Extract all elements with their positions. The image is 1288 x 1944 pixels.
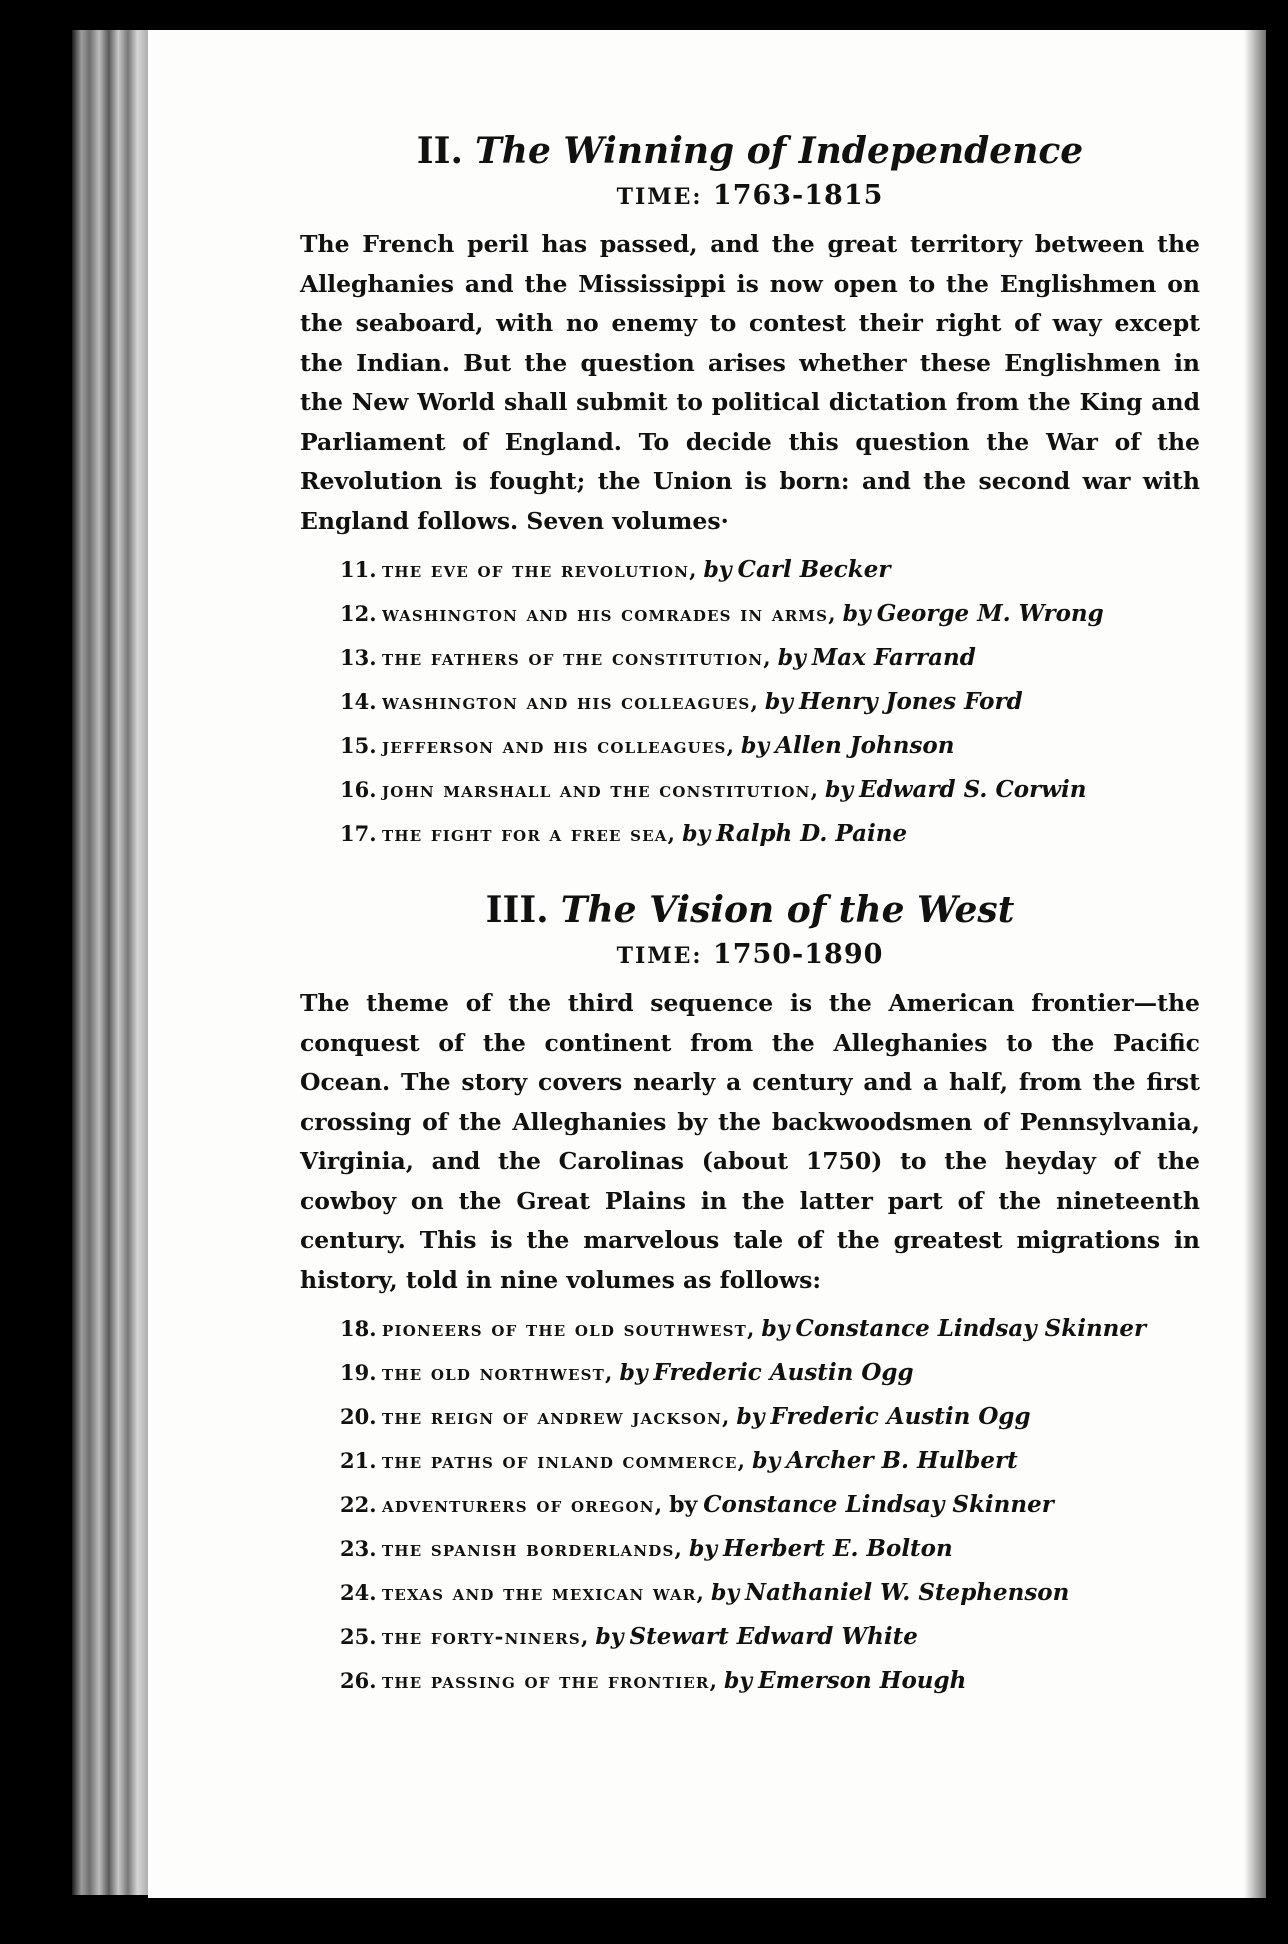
volume-author: Constance Lindsay Skinner (795, 1315, 1147, 1342)
volume-author: Ralph D. Paine (716, 820, 908, 847)
volume-title: pioneers of the old southwest, (382, 1316, 756, 1341)
page-content (300, 128, 1200, 1704)
volume-author: George M. Wrong (876, 600, 1104, 627)
volume-by: by (764, 689, 794, 715)
volume-number: 19. (340, 1360, 377, 1385)
volume-author: Stewart Edward White (629, 1623, 918, 1650)
time-label: TIME: (616, 943, 703, 969)
volume-number: 25. (340, 1624, 377, 1649)
book-page-edges (72, 30, 152, 1895)
volume-by: by (741, 733, 770, 759)
volume-item (340, 725, 1200, 769)
volume-title: the passing of the frontier, (382, 1668, 719, 1693)
volume-item (340, 1352, 1200, 1396)
volume-item (340, 549, 1200, 593)
volume-title: john marshall and the constitution, (382, 777, 820, 802)
volume-list (300, 1308, 1200, 1704)
volume-author: Emerson Hough (758, 1667, 967, 1694)
volume-number: 13. (340, 645, 377, 670)
volume-item (340, 1440, 1200, 1484)
volume-author: Henry Jones Ford (798, 688, 1023, 715)
volume-title: the fight for a free sea, (382, 821, 677, 846)
volume-title: texas and the mexican war, (382, 1580, 706, 1605)
volume-number: 16. (340, 777, 377, 802)
book-page (148, 30, 1266, 1898)
section-time (300, 937, 1200, 974)
volume-item (340, 1396, 1200, 1440)
section-heading (300, 887, 1200, 933)
volume-item (340, 1660, 1200, 1704)
volume-by: by (619, 1360, 648, 1386)
volume-by: by (703, 557, 732, 583)
volume-item (340, 1528, 1200, 1572)
volume-number: 23. (340, 1536, 377, 1561)
volume-item (340, 637, 1200, 681)
volume-by: by (688, 1536, 718, 1562)
volume-item (340, 1572, 1200, 1616)
volume-by: by (669, 1492, 698, 1518)
section-number: III. (485, 889, 549, 931)
time-range: 1750-1890 (712, 939, 884, 970)
volume-number: 18. (340, 1316, 377, 1341)
volume-by: by (736, 1404, 765, 1430)
volume-number: 14. (340, 689, 377, 714)
volume-title: the forty-niners, (382, 1624, 590, 1649)
section-description: The French peril has passed, and the great territory between the Alleghanies and the Mississippi is now open to the Englishmen on the seaboard, with no enemy to contest their right of way except the Indian. But the question arises whether these Englishmen in the New World shall submit to political dictation from the King and Parliament of England. To decide this question the War of the Revolution is fought; the Union is born: and the second war with England follows. Seven volumes· (300, 230, 1200, 535)
volume-item (340, 681, 1200, 725)
volume-item (340, 1308, 1200, 1352)
volume-author: Carl Becker (737, 556, 891, 583)
volume-number: 17. (340, 821, 377, 846)
volume-author: Nathaniel W. Stephenson (745, 1579, 1070, 1606)
volume-by: by (777, 645, 806, 671)
volume-author: Edward S. Corwin (859, 776, 1087, 803)
volume-author: Herbert E. Bolton (723, 1535, 953, 1562)
volume-by: by (825, 777, 854, 803)
volume-title: washington and his comrades in arms, (382, 601, 837, 626)
volume-number: 15. (340, 733, 377, 758)
volume-number: 26. (340, 1668, 377, 1693)
volume-by: by (761, 1316, 790, 1342)
volume-item (340, 813, 1200, 857)
section-description: The theme of the third sequence is the American frontier—the conquest of the continent from the Alleghanies to the Pacific Ocean. The story covers nearly a century and a half, from the first crossing of the Alleghanies by the backwoodsmen of Pennsylvania, Virginia, and the Carolinas (about 1750) to the heyday of the cowboy on the Great Plains in the latter part of the nineteenth century. This is the marvelous tale of the greatest migrations in history, told in nine volumes as follows: (300, 989, 1200, 1294)
volume-title: the fathers of the constitution, (382, 645, 772, 670)
volume-author: Max Farrand (811, 644, 976, 671)
volume-title: the reign of andrew jackson, (382, 1404, 731, 1429)
volume-author: Constance Lindsay Skinner (703, 1491, 1054, 1518)
volume-item (340, 1484, 1200, 1528)
volume-item (340, 593, 1200, 637)
section-heading (300, 128, 1200, 174)
volume-title: the paths of inland commerce, (382, 1448, 747, 1473)
volume-by: by (595, 1624, 624, 1650)
section-number: II. (416, 130, 463, 172)
volume-title: the spanish borderlands, (382, 1536, 684, 1561)
volume-by: by (710, 1580, 740, 1606)
volume-author: Frederic Austin Ogg (770, 1403, 1031, 1430)
volume-item (340, 1616, 1200, 1660)
volume-title: jefferson and his colleagues, (382, 733, 736, 758)
volume-title: adventurers of oregon, (382, 1492, 664, 1517)
volume-author: Archer B. Hulbert (786, 1447, 1018, 1474)
volume-by: by (842, 601, 871, 627)
volume-item (340, 769, 1200, 813)
page-gutter-shadow (1244, 30, 1266, 1898)
volume-title: washington and his colleagues, (382, 689, 759, 714)
section-title: The Vision of the West (560, 889, 1015, 931)
volume-list (300, 549, 1200, 857)
volume-number: 11. (340, 557, 377, 582)
volume-by: by (682, 821, 711, 847)
volume-number: 12. (340, 601, 377, 626)
volume-number: 22. (340, 1492, 377, 1517)
volume-author: Allen Johnson (775, 732, 955, 759)
volume-title: the old northwest, (382, 1360, 614, 1385)
time-range: 1763-1815 (712, 180, 884, 211)
volume-number: 20. (340, 1404, 377, 1429)
volume-author: Frederic Austin Ogg (653, 1359, 914, 1386)
volume-by: by (752, 1448, 781, 1474)
volume-number: 21. (340, 1448, 377, 1473)
time-label: TIME: (616, 184, 703, 210)
section-title: The Winning of Independence (474, 130, 1084, 172)
volume-by: by (724, 1668, 753, 1694)
volume-number: 24. (340, 1580, 377, 1605)
section-time (300, 178, 1200, 215)
volume-title: the eve of the revolution, (382, 557, 698, 582)
